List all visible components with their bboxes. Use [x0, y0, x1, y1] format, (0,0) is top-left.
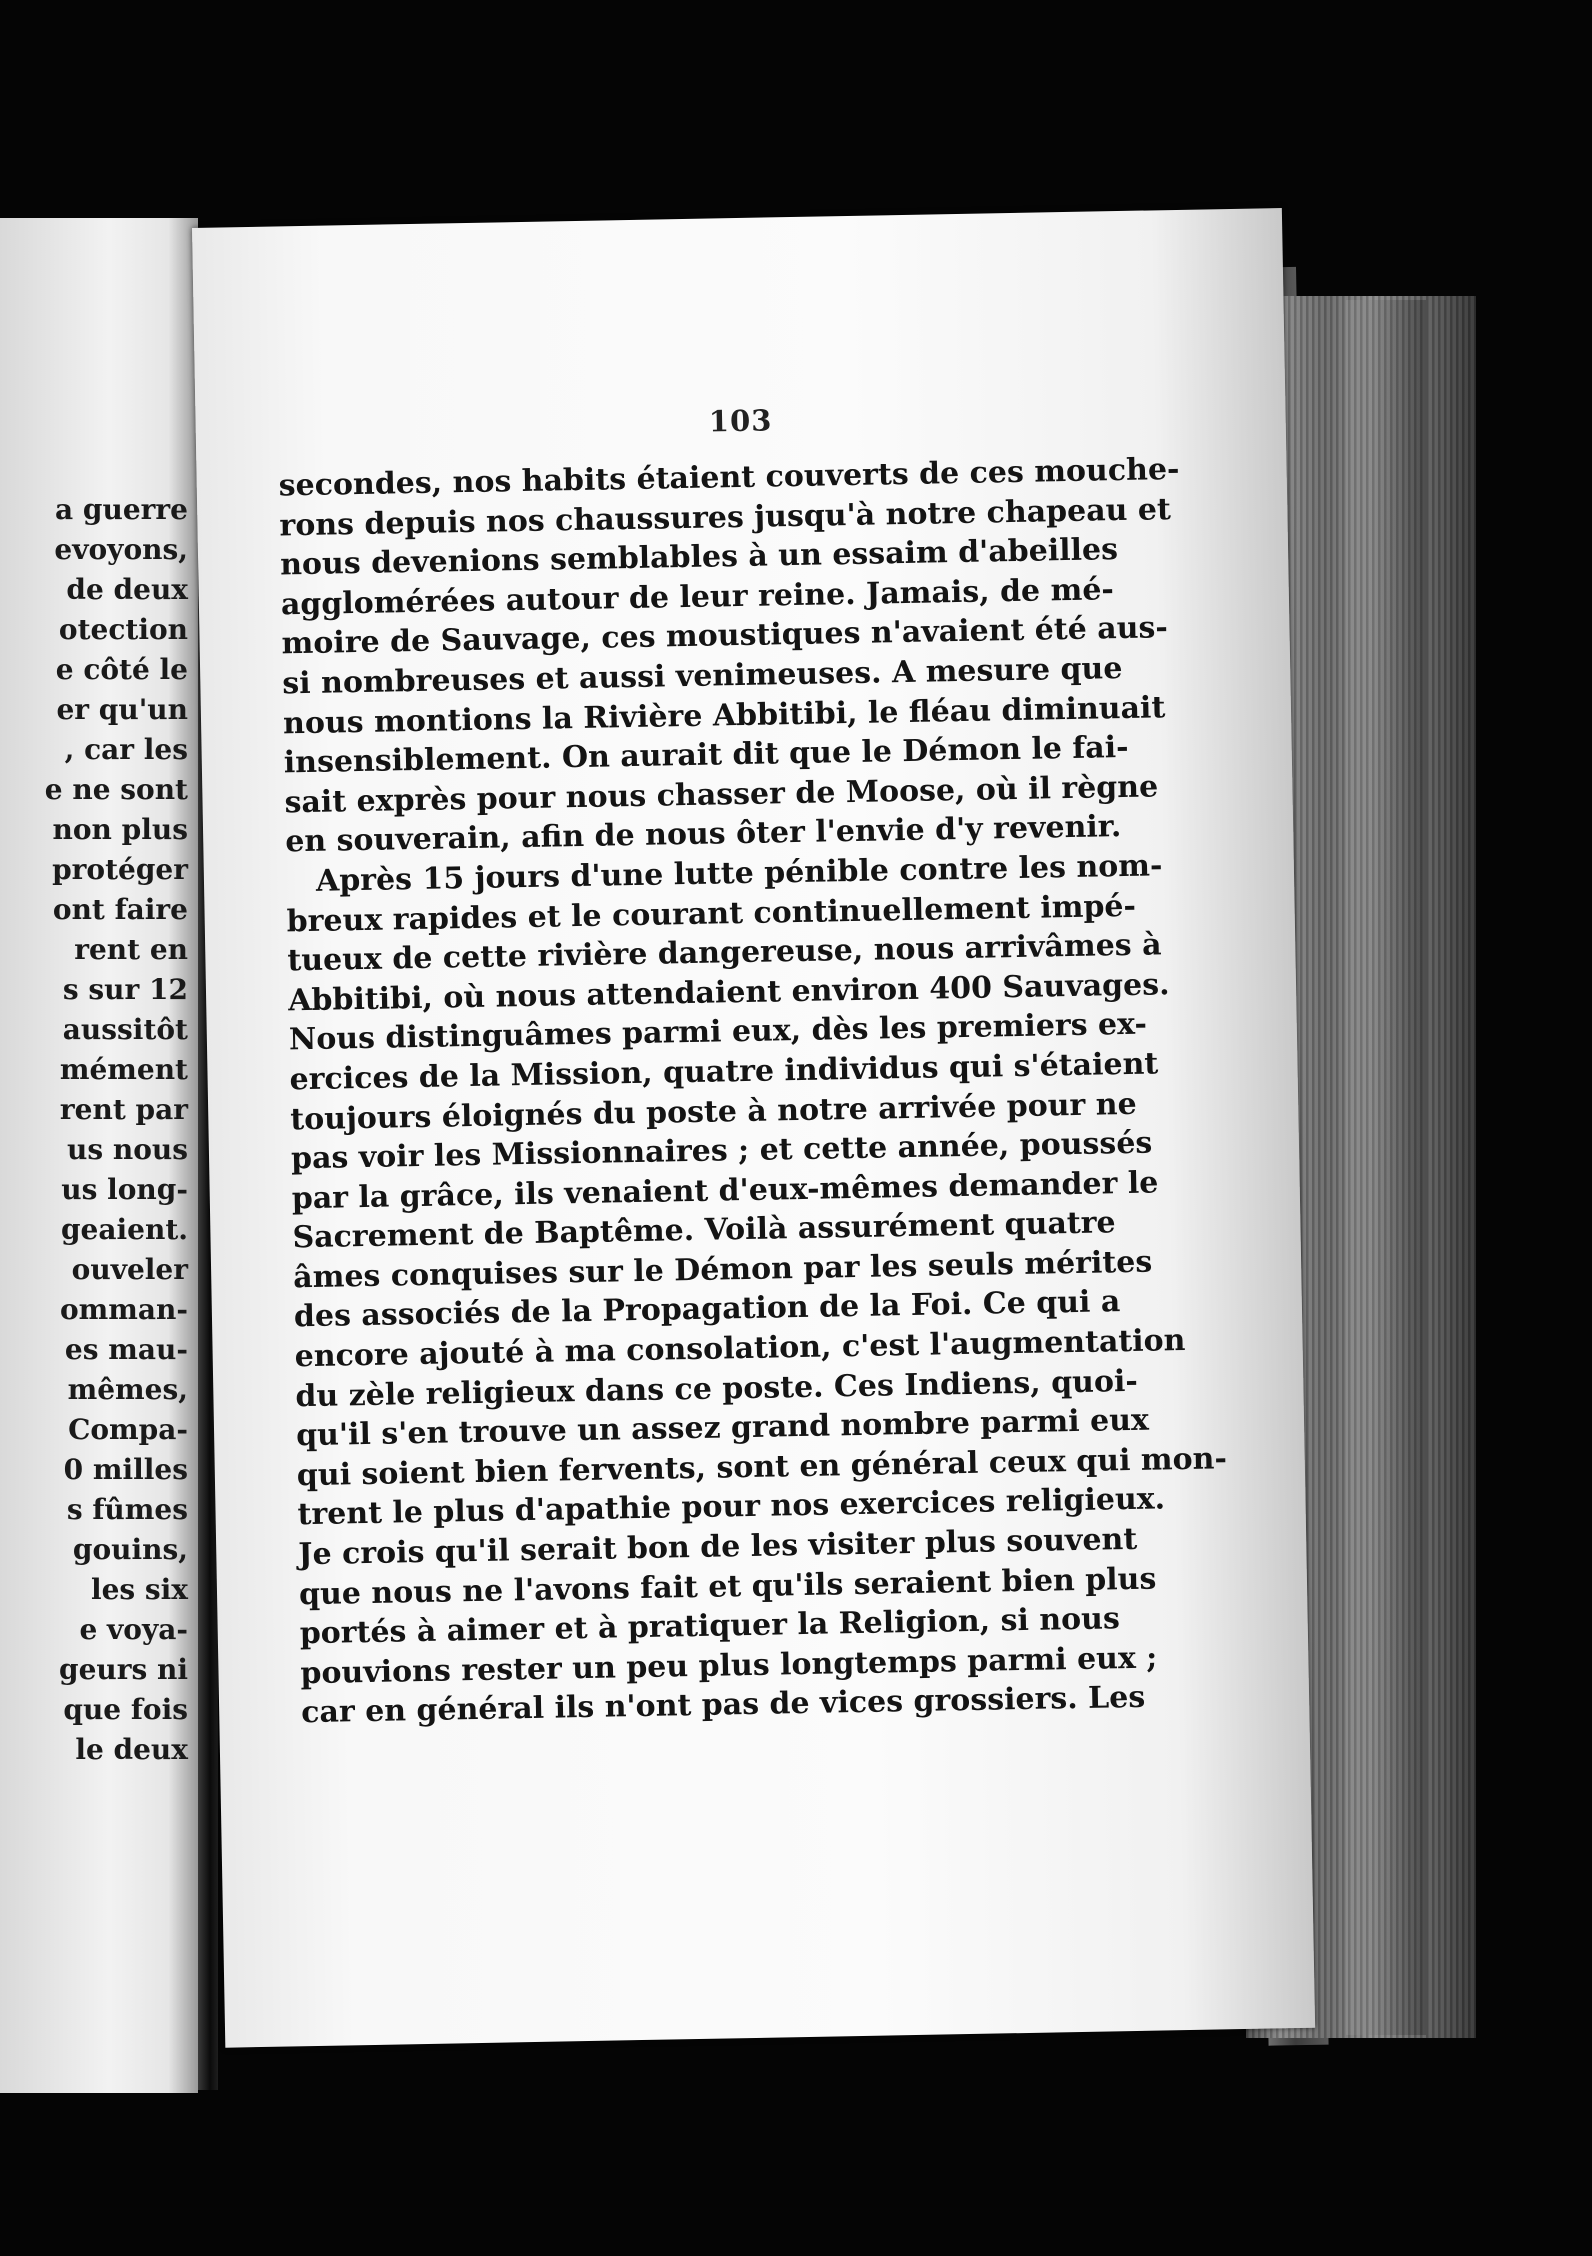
- left-page-line: s sur 12: [62, 973, 188, 1006]
- left-page-line: aussitôt: [62, 1013, 188, 1046]
- left-page-line: a guerre: [55, 493, 188, 526]
- left-page-line: evoyons,: [54, 533, 188, 566]
- paragraph-first-line: Après 15 jours d'une lutte pénible contre les nom-: [315, 848, 1163, 899]
- text-line: insensiblement. On aurait dit que le Démon le fai-: [283, 730, 1129, 781]
- text-line: rons depuis nos chaussures jusqu'à notre chapeau et: [279, 491, 1172, 544]
- left-page-line: gouins,: [72, 1533, 188, 1566]
- text-line: trent le plus d'apathie pour nos exercices religieux.: [297, 1481, 1166, 1533]
- left-page-line: , car les: [64, 733, 188, 766]
- text-line: Je crois qu'il serait bon de les visiter plus souvent: [298, 1521, 1138, 1573]
- left-page-line: non plus: [52, 813, 188, 846]
- left-page-line: que fois: [63, 1693, 188, 1726]
- left-page-line: er qu'un: [56, 693, 188, 726]
- text-line: Nous distinguâmes parmi eux, dès les premiers ex-: [288, 1006, 1148, 1058]
- left-page-line: de deux: [66, 573, 188, 606]
- text-line: par la grâce, ils venaient d'eux-mêmes demander le: [291, 1165, 1159, 1217]
- left-page-line: e ne sont: [44, 773, 188, 806]
- left-page-line: us nous: [66, 1133, 188, 1166]
- text-line: âmes conquises sur le Démon par les seuls mérites: [292, 1244, 1153, 1296]
- left-page-line: es mau-: [64, 1333, 188, 1366]
- left-page-line: le deux: [75, 1733, 188, 1766]
- text-line: pas voir les Missionnaires ; et cette année, poussés: [290, 1125, 1153, 1177]
- book-page-edges-highlight: [1346, 300, 1426, 2035]
- left-page-line: protéger: [52, 853, 188, 886]
- left-page-line: mément: [59, 1053, 188, 1086]
- text-line: tueux de cette rivière dangereuse, nous arrivâmes à: [287, 927, 1162, 979]
- left-page-line: geaient.: [60, 1213, 188, 1246]
- page-body-text: [278, 451, 1228, 1734]
- text-line: toujours éloignés du poste à notre arrivée pour ne: [290, 1086, 1137, 1137]
- left-page-line: rent en: [74, 933, 188, 966]
- left-page-line: rent par: [59, 1093, 188, 1126]
- left-page-line: otection: [58, 613, 188, 646]
- text-line: sait exprès pour nous chasser de Moose, où il règne: [284, 769, 1159, 821]
- text-line: si nombreuses et aussi venimeuses. A mesure que: [282, 650, 1123, 702]
- text-line: du zèle religieux dans ce poste. Ces Indiens, quoi-: [295, 1363, 1139, 1414]
- text-line: car en général ils n'ont pas de vices grossiers. Les: [300, 1680, 1146, 1731]
- left-page-line: ont faire: [52, 893, 188, 926]
- text-line: agglomérées autour de leur reine. Jamais, de mé-: [280, 571, 1115, 623]
- text-line: pouvions rester un peu plus longtemps parmi eux ;: [300, 1640, 1158, 1692]
- text-line: qu'il s'en trouve un assez grand nombre parmi eux: [295, 1402, 1150, 1454]
- left-page-line: ouveler: [71, 1253, 188, 1286]
- left-page-line: Compa-: [68, 1413, 188, 1446]
- page-number: 103: [708, 403, 773, 439]
- left-facing-page: [0, 218, 198, 2093]
- left-page-line: s fûmes: [66, 1493, 188, 1526]
- text-line: moire de Sauvage, ces moustiques n'avaient été aus-: [281, 610, 1169, 662]
- text-line: ercices de la Mission, quatre individus qui s'étaient: [289, 1046, 1159, 1098]
- left-page-line: les six: [90, 1573, 188, 1606]
- main-page: [192, 208, 1315, 2048]
- text-line: nous devenions semblables à un essaim d'abeilles: [279, 532, 1119, 583]
- left-page-line: omman-: [59, 1293, 188, 1326]
- left-page-text: [0, 490, 188, 1770]
- left-page-line: us long-: [61, 1173, 188, 1206]
- text-line: qui soient bien fervents, sont en général ceux qui mon-: [296, 1441, 1228, 1494]
- text-line: breux rapides et le courant continuellement impé-: [286, 888, 1137, 939]
- text-line: portés à aimer et à pratiquer la Religion, si nous: [299, 1601, 1121, 1652]
- text-line: encore ajouté à ma consolation, c'est l'augmentation: [294, 1323, 1186, 1375]
- left-page-line: e voya-: [79, 1613, 188, 1646]
- left-page-line: 0 milles: [63, 1453, 188, 1486]
- text-line: que nous ne l'avons fait et qu'ils seraient bien plus: [298, 1561, 1157, 1612]
- left-page-line: e côté le: [55, 653, 188, 686]
- text-line: en souverain, afin de nous ôter l'envie d'y revenir.: [284, 809, 1122, 860]
- text-line: Abbitibi, où nous attendaient environ 400 Sauvages.: [287, 966, 1170, 1019]
- left-page-line: mêmes,: [67, 1373, 188, 1406]
- left-page-line: geurs ni: [58, 1653, 188, 1686]
- text-line: des associés de la Propagation de la Foi. Ce qui a: [293, 1284, 1121, 1335]
- text-line: secondes, nos habits étaient couverts de ces mouche-: [278, 451, 1180, 504]
- text-line: Sacrement de Baptême. Voilà assurément quatre: [292, 1205, 1116, 1256]
- text-line: nous montions la Rivière Abbitibi, le fléau diminuait: [282, 689, 1166, 741]
